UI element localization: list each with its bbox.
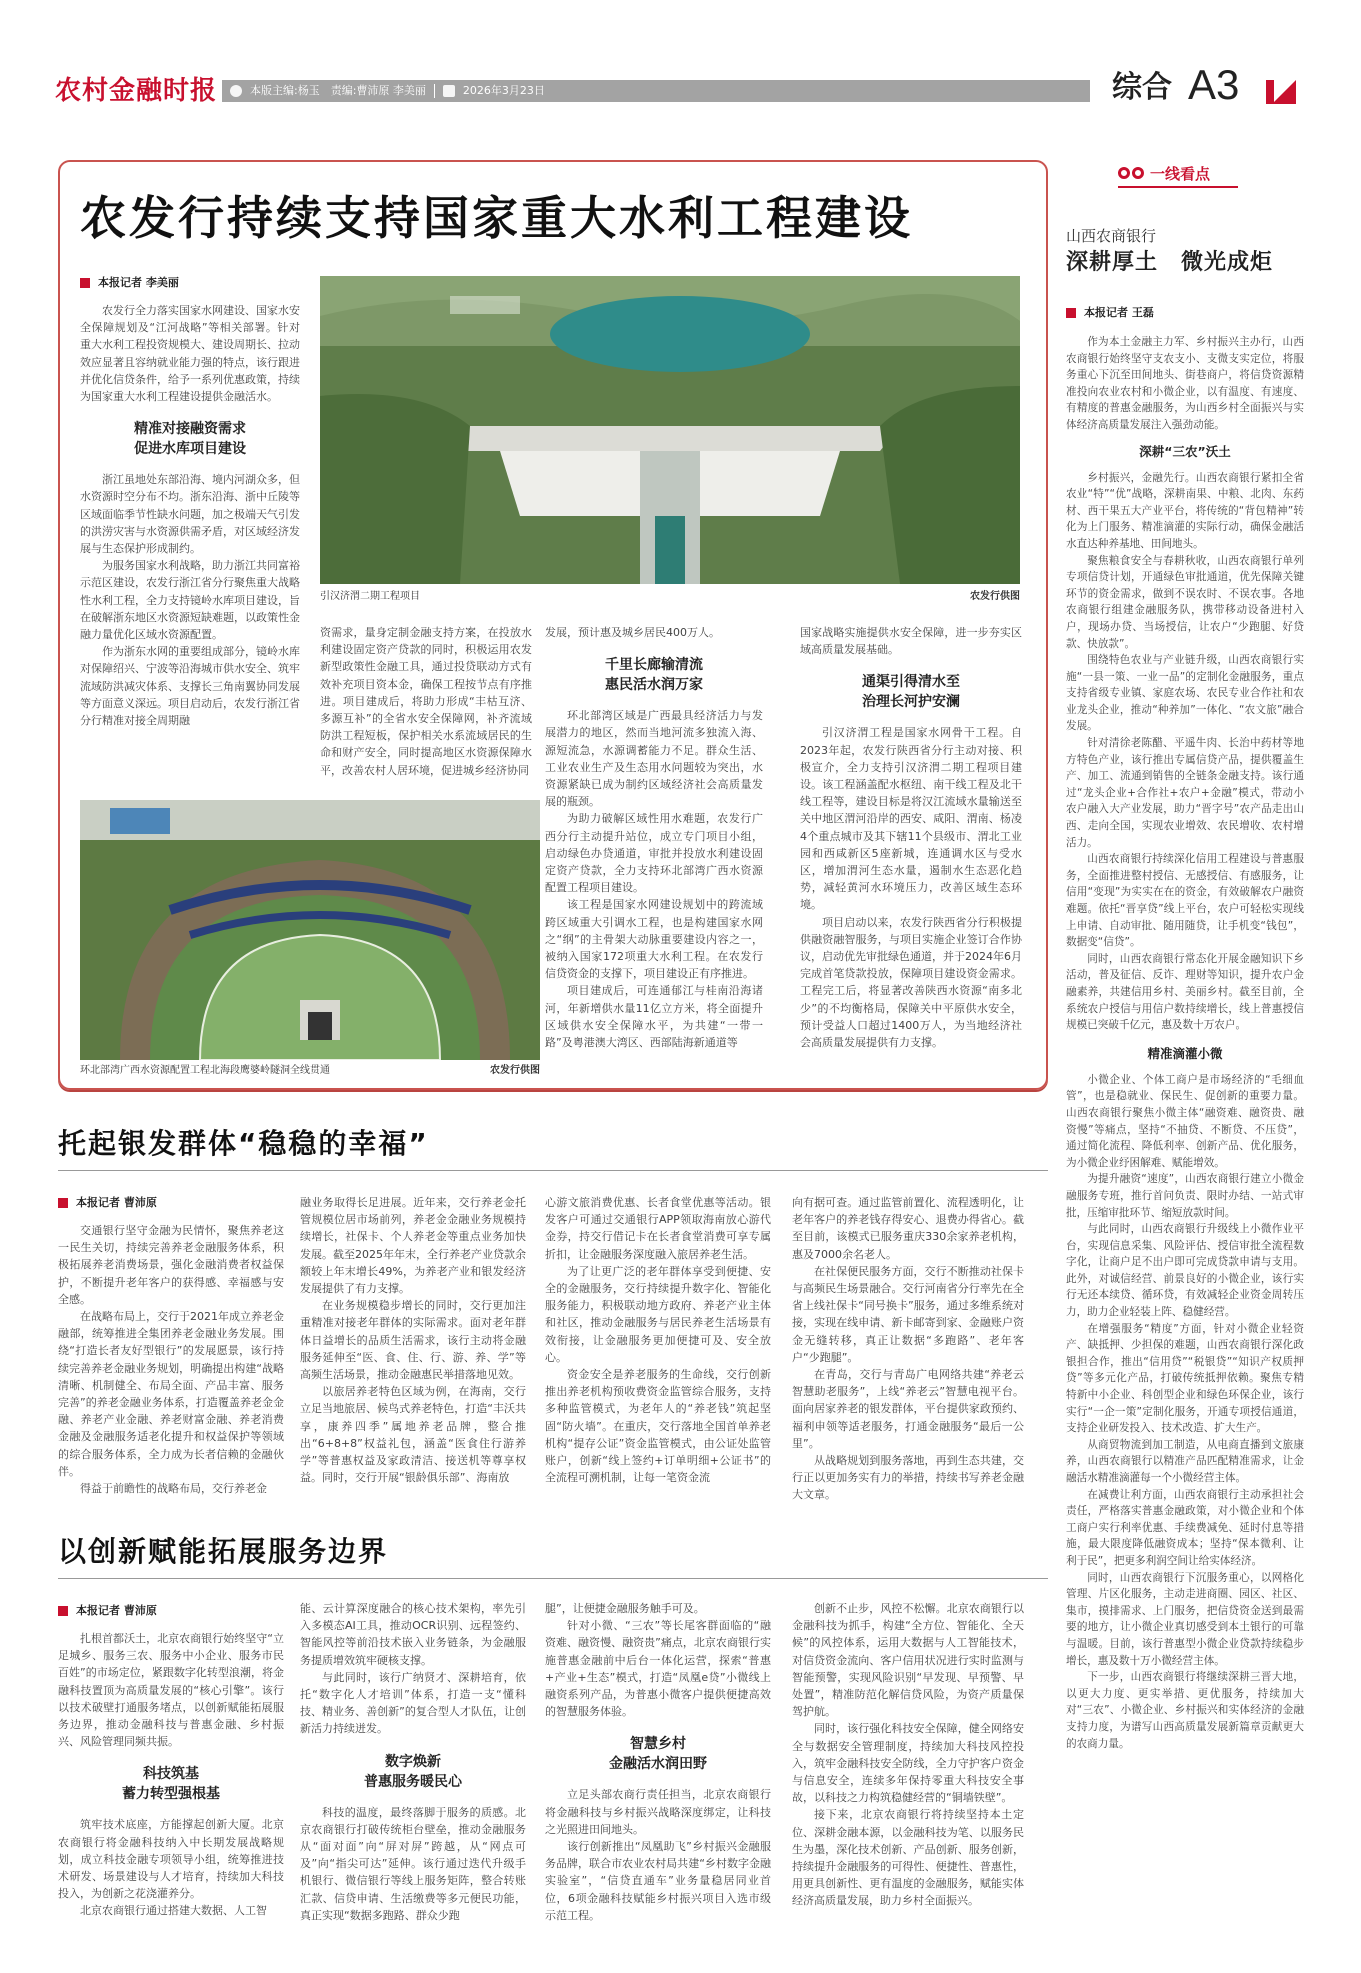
paragraph: 腿”，让便捷金融服务触手可及。: [545, 1602, 705, 1615]
subheading: [545, 655, 763, 695]
paragraph: 与此同时，山西农商银行升级线上小微作业平台，实现信息采集、风险评估、授信审批全流程数字化，让商户足不出户即可完成贷款申请与支用。此外，对诚信经营、前景良好的小微企业，该行实行无还本续贷、循环贷，有效减轻企业资金周转压力，助力企业轻装上阵、稳健经营。: [1066, 1223, 1304, 1319]
paragraph: 同时，山西农商银行下沉服务重心，以网格化管理、片区化服务，主动走进商圈、园区、社区、集市，摸排需求、上门服务，把信贷资金送到最需要的地方，让小微企业真切感受到本土银行的可靠与温暖。目前，该行普惠型小微企业贷款持续稳步增长，惠及数十万小微经营主体。: [1066, 1571, 1304, 1667]
paragraph: 引汉济渭工程是国家水网骨干工程。自2023年起，农发行陕西省分行主动对接、积极宣介，全力支持引汉济渭二期工程项目建设。该工程涵盖配水枢纽、南干线工程及北干线工程等，建设目标是将汉江流域水量输送至关中地区渭河沿岸的西安、咸阳、渭南、杨凌4个重点城市及其下辖11个县级市、渭北工业园和西咸新区5座新城，连通调水区与受水区，增加渭河生态水量，遏制水生态恶化趋势，减轻黄河水环境压力，改善区域生态环境。: [800, 726, 1022, 912]
subheading-line: 金融活水润田野: [609, 1756, 707, 1773]
article3-col3: [545, 1600, 771, 1924]
byline-text: 本报记者 李美丽: [98, 276, 179, 289]
paragraph: 乡村振兴，金融先行。山西农商银行紧扣全省农业“特”“优”战略，深耕南果、中粮、北肉、东药材、西干果五大产业平台，将传统的“背包精神”转化为上门服务、精准滴灌的实际行动，确保金融活水直达种养基地、田间地头。: [1066, 471, 1304, 550]
photo-credit: 农发行供图: [490, 1065, 540, 1076]
column-name: 一线看点: [1150, 164, 1211, 183]
subheading-line: 千里长廊输清流: [605, 657, 703, 674]
calendar-icon: [443, 85, 455, 97]
byline-text: 本报记者 曹沛原: [76, 1604, 157, 1617]
paragraph: 聚焦粮食安全与春耕秋收，山西农商银行单列专项信贷计划，开通绿色审批通道，优先保障关键环节的资金需求，做到不误农时、不误农事。各地农商银行组建金融服务队，携带移动设备进村入户，现场办贷、当场授信，让农户“少跑腿、好贷款、快放款”。: [1066, 554, 1304, 650]
editor-info-bar: [222, 80, 1090, 102]
paragraph: 创新不止步，风控不松懈。北京农商银行以金融科技为抓手，构建“全方位、智能化、全天候”的风控体系，运用大数据与人工智能技术，对信贷资金流向、客户信用状况进行实时监测与智能预警，实现风险识别“早发现、早预警、早处置”，精准防范化解信贷风险，为资产质量保驾护航。: [792, 1602, 1024, 1719]
section-name: 综合: [1112, 70, 1172, 105]
photo-credit: 农发行供图: [970, 591, 1020, 602]
byline-text: 本报记者 王磊: [1084, 306, 1154, 319]
paragraph: 在业务规模稳步增长的同时，交行更加注重精准对接老年群体的实际需求。面对老年群体日益增长的品质生活需求，该行主动将金融服务延伸至“医、食、住、行、游、养、学”等高频生活场景，推动金融惠民举措落地见效。: [300, 1299, 526, 1382]
caption-text: 环北部湾广西水资源配置工程北海段鹰婆岭隧洞全线贯通: [80, 1065, 330, 1076]
paragraph: 接下来，北京农商银行将持续坚持本土定位、深耕金融本源，以金融科技为笔、以服务民生为墨，深化技术创新、产品创新、服务创新，持续提升金融服务的可得性、便捷性、普惠性，用更具创新性、更有温度的金融服务，赋能实体经济高质量发展，助力乡村全面振兴。: [792, 1808, 1024, 1908]
subheading-line: 通渠引得清水至: [862, 674, 960, 691]
divider: [58, 1170, 1048, 1171]
article1-col1: [80, 302, 300, 729]
article3-title: 以创新赋能拓展服务边界: [58, 1535, 389, 1568]
article2-col2: [300, 1194, 526, 1486]
sidebar-byline: [1066, 306, 1154, 320]
paragraph: 能、云计算深度融合的核心技术架构，率先引入多模态AI工具，推动OCR识别、远程签约、智能风控等前沿技术嵌入业务链条，为金融服务提质增效筑牢硬核支撑。: [300, 1602, 526, 1667]
paragraph: 下一步，山西农商银行将继续深耕三晋大地，以更大力度、更实举措、更优服务，持续加大对“三农”、小微企业、乡村振兴和实体经济的金融支持力度，为谱写山西高质量发展新篇章贡献更大的农商力量。: [1066, 1671, 1304, 1750]
tunnel-photo-illustration: [80, 800, 540, 1060]
page-number: A3: [1188, 61, 1240, 108]
paragraph: 从商贸物流到加工制造，从电商直播到文旅康养，山西农商银行以精准产品匹配精准需求，让金融活水精准滴灌每一个小微经营主体。: [1066, 1438, 1304, 1484]
byline-marker-icon: [58, 1606, 68, 1616]
paragraph: 扎根首都沃土，北京农商银行始终坚守“立足城乡、服务三农、服务中小企业、服务市民百姓”的市场定位，紧跟数字化转型浪潮，将金融科技置顶为高质量发展的“核心引擎”。该行以技术破壁打通服务堵点，以创新赋能拓展服务边界，推动金融科技与普惠金融、乡村振兴、风险管理同频共振。: [58, 1632, 284, 1749]
caption-text: 引汉济渭二期工程项目: [320, 591, 420, 602]
article1-col2: [320, 624, 532, 779]
subheading-line: 精准对接融资需求: [134, 421, 246, 438]
article2-col4: [792, 1194, 1024, 1504]
paragraph: 筑牢技术底座，方能撑起创新大厦。北京农商银行将金融科技纳入中长期发展战略规划，成立科技金融专项领导小组，统筹推进技术研发、场景建设与人才培育，持续加大科技投入，为创新之花浇灌养分。: [58, 1818, 284, 1901]
paragraph: 在战略布局上，交行于2021年成立养老金融部，统筹推进全集团养老金融业务发展。围绕“打造长者友好型银行”的发展愿景，该行持续完善养老金融业务规划，明确提出构建“战略清晰、机制健全、布局全面、产品丰富、服务完善”的养老金融业务体系，打造覆盖养老金金融、养老产业金融、养老财富金融、养老消费金融及金融服务适老化提升和权益保护等领域的综合服务体系，全力成为长者信赖的金融伙伴。: [58, 1310, 284, 1478]
paragraph: 立足头部农商行责任担当，北京农商银行将金融科技与乡村振兴战略深度绑定，让科技之光照进田间地头。: [545, 1788, 771, 1836]
article1-col4: [800, 624, 1022, 1051]
article3-col2: [300, 1600, 526, 1924]
subheading-line: 智慧乡村: [630, 1736, 686, 1753]
byline-text: 本报记者 曹沛原: [76, 1196, 157, 1209]
article1-title: 农发行持续支持国家重大水利工程建设: [80, 191, 913, 245]
subheading: 精准滴灌小微: [1147, 1045, 1223, 1061]
sidebar-title: 深耕厚土 微光成炬: [1066, 250, 1274, 275]
paragraph: 从战略规划到服务落地，再到生态共建，交行正以更加务实有力的举措，持续书写养老金融大文章。: [792, 1454, 1024, 1502]
paragraph: 资金安全是养老服务的生命线，交行创新推出养老机构预收费资金监管综合服务，支持多种监管模式，为老年人的“养老钱”筑起坚固“防火墙”。在重庆，交行落地全国首单养老机构“提存公证”资金监管模式，由公证处监管账户，创新“线上签约+订单明细+公证书”的全流程可溯机制，让每一笔资金流: [545, 1368, 771, 1485]
subheading-line: 促进水库项目建设: [134, 441, 246, 458]
paragraph: 农发行全力落实国家水网建设、国家水安全保障规划及“江河战略”等相关部署。针对重大水利工程投资规模大、建设周期长、拉动效应显著且容纳就业能力强的特点，该行跟进并优化信贷条件，给予一系列优惠政策，持续为国家重大水利工程建设提供金融活水。: [80, 304, 300, 404]
article2-byline: [58, 1196, 157, 1210]
paragraph: 发展，预计惠及城乡居民400万人。: [545, 626, 720, 639]
paragraph: 围绕特色农业与产业链升级，山西农商银行实施“一县一策、一业一品”的定制化金融服务，重点支持省级专业镇、家庭农场、农民专业合作社和农业龙头企业，推动“种养加”一体化、“农文旅”融合发展。: [1066, 654, 1304, 733]
article3-col1: [58, 1630, 284, 1920]
paragraph: 该工程是国家水网建设规划中的跨流域跨区域重大引调水工程，也是构建国家水网之“纲”的主骨架大动脉重要建设内容之一，被纳入国家172项重大水利工程。在农发行信贷资金的支撑下，项目建设正有序推进。: [545, 898, 763, 981]
paragraph: 以旅居养老特色区域为例，在海南，交行立足当地旅居、候鸟式养老特色，打造“丰沃共享，康养四季”属地养老品牌，整合推出“6+8+8”权益礼包，涵盖“医食住行游养学”等普惠权益及家政清洁、接送机等尊享权益。同时，交行开展“银龄俱乐部”、海南放: [300, 1385, 526, 1485]
sidebar-body: [1066, 334, 1304, 1752]
article2-col3: [545, 1194, 771, 1486]
subheading: [800, 672, 1022, 712]
binoculars-icon: [1118, 167, 1144, 179]
paragraph: 针对清徐老陈醋、平遥牛肉、长治中药材等地方特色产业，该行推出专属信贷产品，提供覆盖生产、加工、流通到销售的全链条金融支持。该行通过“龙头企业+合作社+农户+金融”模式，带动小农户融入大产业发展，助力“晋字号”农产品走出山西、走向全国，实现农业增效、农民增收、农村增活力。: [1066, 737, 1304, 849]
photo2-caption: [80, 1064, 540, 1078]
article1-byline: [80, 276, 179, 290]
paragraph: 得益于前瞻性的战略布局，交行养老金: [80, 1482, 267, 1496]
subheading-line: 蓄力转型强根基: [122, 1786, 220, 1803]
paragraph: 该行创新推出“凤凰助飞”乡村振兴金融服务品牌，联合市农业农村局共建“乡村数字金融实验室”，“信贷直通车”业务量稳居同业首位，6项金融科技赋能乡村振兴项目入选市级示范工程。: [545, 1840, 771, 1922]
paragraph: 与此同时，该行广纳贤才、深耕培育，依托“数字化人才培训”体系，打造一支“懂科技、精业务、善创新”的复合型人才队伍，让创新活力持续迸发。: [300, 1670, 526, 1736]
newspaper-name: 农村金融时报: [55, 76, 218, 106]
paragraph: 在社保便民服务方面，交行不断推动社保卡与高频民生场景融合。交行河南省分行率先在全省上线社保卡“同号换卡”服务，通过多维系统对接，实现在线申请、新卡邮寄到家、金融账户资金无缝转移，真正让数据“多跑路”、老年客户“少跑腿”。: [792, 1264, 1024, 1364]
subheading-line: 惠民活水润万家: [605, 677, 703, 694]
paragraph: 交通银行坚守金融为民情怀，聚焦养老这一民生关切，持续完善养老金融服务体系，积极拓展养老消费场景，强化金融消费者权益保护，不断提升老年客户的获得感、幸福感与安全感。: [58, 1224, 284, 1306]
subheading-line: 普惠服务暖民心: [364, 1773, 462, 1790]
subheading-line: 数字焕新: [385, 1753, 441, 1770]
column-logo: [1118, 160, 1238, 188]
paragraph: 在增强服务“精度”方面，针对小微企业轻资产、缺抵押、少担保的难题，山西农商银行深化政银担合作，推出“信用贷”“税银贷”“知识产权质押贷”等多元化产品，打破传统抵押依赖。聚焦专精特新中小企业、科创型企业和绿色环保企业，该行实行“一企一策”定制化服务，开通专项授信通道，支持企业研发投入、技术改造、扩大生产。: [1066, 1322, 1304, 1435]
issue-date: 2026年3月23日: [462, 84, 545, 97]
paragraph: 科技的温度，最终落脚于服务的质感。北京农商银行打破传统柜台壁垒，推动金融服务从“面对面”向“屏对屏”跨越，从“网点可及”向“指尖可达”延伸。该行通过迭代升级手机银行、微信银行等线上服务矩阵，整合转账汇款、信贷申请、生活缴费等多元便民功能，真正实现“数据多跑路、群众少跑: [300, 1805, 526, 1922]
editors-text: 本版主编:杨玉 责编:曹沛原 李美丽: [250, 84, 426, 97]
subheading: [58, 1764, 284, 1804]
subheading-line: 科技筑基: [143, 1766, 199, 1783]
paragraph: 作为本土金融主力军、乡村振兴主办行，山西农商银行始终坚守支农支小、支微支实定位，将服务重心下沉至田间地头、街巷商户，将信贷资源精准投向农业农村和小微企业，以有温度、有速度、有精度的普惠金融服务，为山西乡村全面振兴与实体经济高质量发展注入强劲动能。: [1066, 336, 1304, 431]
paragraph: 为了让更广泛的老年群体享受到便捷、安全的金融服务，交行持续提升数字化、智能化服务能力，积极联动地方政府、养老产业主体和社区，推动金融服务与居民养老生活场景有效衔接，让金融服务更加便捷可及、安全放心。: [545, 1264, 771, 1364]
paragraph: 环北部湾区域是广西最具经济活力与发展潜力的地区，然而当地河流多独流入海、源短流急，水源调蓄能力不足。群众生活、工业农业生产及生态用水问题较为突出，水资源紧缺已成为制约区域经济社会高质量发展的瓶颈。: [545, 709, 763, 809]
corner-triangle: [1272, 80, 1296, 104]
paragraph: 同时，山西农商银行常态化开展金融知识下乡活动，普及征信、反诈、理财等知识，提升农户金融素养，共建信用乡村、美丽乡村。截至目前，全系统农户授信与用信户数持续增长，线上普惠授信规模已突破千亿元，惠及数十万农户。: [1066, 952, 1304, 1032]
paragraph: 项目启动以来，农发行陕西省分行积极提供融资融智服务，与项目实施企业签订合作协议，启动优先审批绿色通道，并于2024年6月完成首笔贷款投放，保障项目建设资金需求。工程完工后，将显著改善陕西水资源“南多北少”的不均衡格局，保障关中平原供水安全，预计受益人口超过1400万人，为当地经济社会高质量发展提供有力支撑。: [800, 915, 1022, 1050]
paragraph: 小微企业、个体工商户是市场经济的“毛细血管”，也是稳就业、保民生、促创新的重要力量。山西农商银行聚焦小微主体“融资难、融资贵、融资慢”等痛点，坚持“不抽贷、不断贷、不压贷”，通过简化流程、降低利率、创新产品、优化服务，为小微企业纾困解难、赋能增效。: [1066, 1073, 1304, 1169]
dam-photo-illustration: [320, 276, 1020, 584]
article2-title: 托起银发群体“稳稳的幸福”: [58, 1127, 429, 1160]
byline-marker-icon: [1066, 308, 1076, 318]
paragraph: 在青岛，交行与青岛广电网络共建“养老云智慧助老服务”，上线“养老云”智慧电视平台。面向居家养老的银发群体，平台提供家政预约、福利申领等适老服务，打通金融服务“最后一公里”。: [792, 1368, 1024, 1450]
article3-byline: [58, 1604, 157, 1618]
paragraph: 北京农商银行通过搭建大数据、人工智: [80, 1904, 267, 1918]
photo1-caption: [320, 590, 1020, 604]
paragraph: 国家战略实施提供水安全保障，进一步夯实区域高质量发展基础。: [800, 626, 1022, 657]
paragraph: 项目建成后，可连通郁江与桂南沿海诸河，年新增供水量11亿立方米，将全面提升区域供水安全保障水平，为共建“一带一路”及粤港澳大湾区、西部陆海新通道等: [545, 984, 763, 1050]
dam-photo: [320, 276, 1020, 584]
paragraph: 心游文旅消费优惠、长者食堂优惠等活动。银发客户可通过交通银行APP领取海南放心游代金券，持交行借记卡在长者食堂消费可享专属折扣，让金融服务深度融入旅居养老生活。: [545, 1196, 771, 1261]
pen-icon: [230, 85, 242, 97]
paragraph: 针对小微、“三农”等长尾客群面临的“融资难、融资慢、融资贵”痛点，北京农商银行实施普惠金融前中后台一体化运营，探索“普惠+产业+生态”模式，打造“凤凰e贷”小微线上融资系列产品，为普惠小微客户提供便捷高效的智慧服务体验。: [545, 1619, 771, 1719]
paragraph: 同时，该行强化科技安全保障，健全网络安全与数据安全管理制度，持续加大科技风控投入，筑牢金融科技安全防线，全力守护客户资金与信息安全，连续多年保持零重大科技安全事故，以科技之力构筑稳健经营的“铜墙铁壁”。: [792, 1722, 1024, 1805]
paragraph: 在减费让利方面，山西农商银行主动承担社会责任，严格落实普惠金融政策，对小微企业和个体工商户实行利率优惠、手续费减免、延时付息等措施，最大限度降低融资成本；坚持“保本微利、让利于民”，把更多利润空间让给实体经济。: [1066, 1488, 1304, 1567]
paragraph: 为助力破解区域性用水难题，农发行广西分行主动提升站位，成立专门项目小组，启动绿色办贷通道，审批并投放水利建设固定资产贷款，全力支持环北部湾广西水资源配置工程项目建设。: [545, 812, 763, 895]
paragraph: 向有据可查。通过监管前置化、流程透明化，让老年客户的养老钱存得安心、退费办得省心。截至目前，该模式已服务重庆330余家养老机构，惠及7000余名老人。: [792, 1196, 1024, 1261]
paragraph: 浙江虽地处东部沿海、境内河湖众多，但水资源时空分布不均。浙东沿海、浙中丘陵等区域面临季节性缺水问题，加之极端天气引发的洪涝灾害与水资源供需矛盾，对区域经济发展与生态保护形成制约。: [80, 473, 300, 556]
article3-col4: [792, 1600, 1024, 1910]
subheading: [545, 1734, 771, 1774]
subheading: [80, 419, 300, 459]
tunnel-photo: [80, 800, 540, 1060]
byline-marker-icon: [80, 278, 90, 288]
divider: [434, 84, 435, 98]
divider: [58, 1578, 1048, 1579]
paragraph: 山西农商银行持续深化信用工程建设与普惠服务，全面推进整村授信、无感授信、有感服务，让信用“变现”为实实在在的资金，有效破解农户融资难题。依托“晋享贷”线上平台，农户可轻松实现线上申请、自动审批、随用随贷，让手机变“钱包”，数据变“信贷”。: [1066, 853, 1304, 949]
paragraph: 为提升融资“速度”，山西农商银行建立小微金融服务专班，推行首问负责、限时办结、一站式审批，压缩审批环节、缩短放款时间。: [1066, 1173, 1304, 1219]
subheading: 深耕“三农”沃土: [1139, 443, 1231, 459]
subheading: [300, 1752, 526, 1792]
paragraph: 融业务取得长足进展。近年来，交行养老金托管规模位居市场前列，养老金金融业务规模持续增长，社保卡、个人养老金等重点业务加快发展。截至2025年年末，全行养老产业贷款余额较上年末增长49%，为养老产业和银发经济发展提供了有力支撑。: [300, 1196, 526, 1296]
subheading-line: 治理长河护安澜: [862, 694, 960, 711]
paragraph: 资需求，量身定制金融支持方案，在投放水利建设固定资产贷款的同时，积极运用农发新型政策性金融工具，通过投贷联动方式有效补充项目资本金，确保工程按节点有序推进。项目建成后，将助力形成“丰枯互济、多源互补”的全省水安全保障网，补齐流域防洪工程短板，保护相关水系流域居民的生命和财产安全，同时提高地区水资源保障水平，改善农村人居环境，促进城乡经济协同: [320, 626, 532, 777]
sidebar-pretitle: 山西农商银行: [1066, 227, 1157, 245]
article1-col3: [545, 624, 763, 1051]
byline-marker-icon: [58, 1198, 68, 1208]
article2-col1: [58, 1222, 284, 1497]
paragraph: 作为浙东水网的重要组成部分，镜岭水库对保障绍兴、宁波等沿海城市供水安全、筑牢流域防洪减灾体系、支撑长三角南翼协同发展等方面意义深远。项目启动后，农发行浙江省分行精准对接全周期融: [80, 645, 300, 728]
paragraph: 为服务国家水利战略，助力浙江共同富裕示范区建设，农发行浙江省分行聚焦重大战略性水利工程，全力支持镜岭水库项目建设，旨在破解浙东地区水资源短缺难题，以政策性金融力量优化区域水资源配置。: [80, 559, 300, 642]
